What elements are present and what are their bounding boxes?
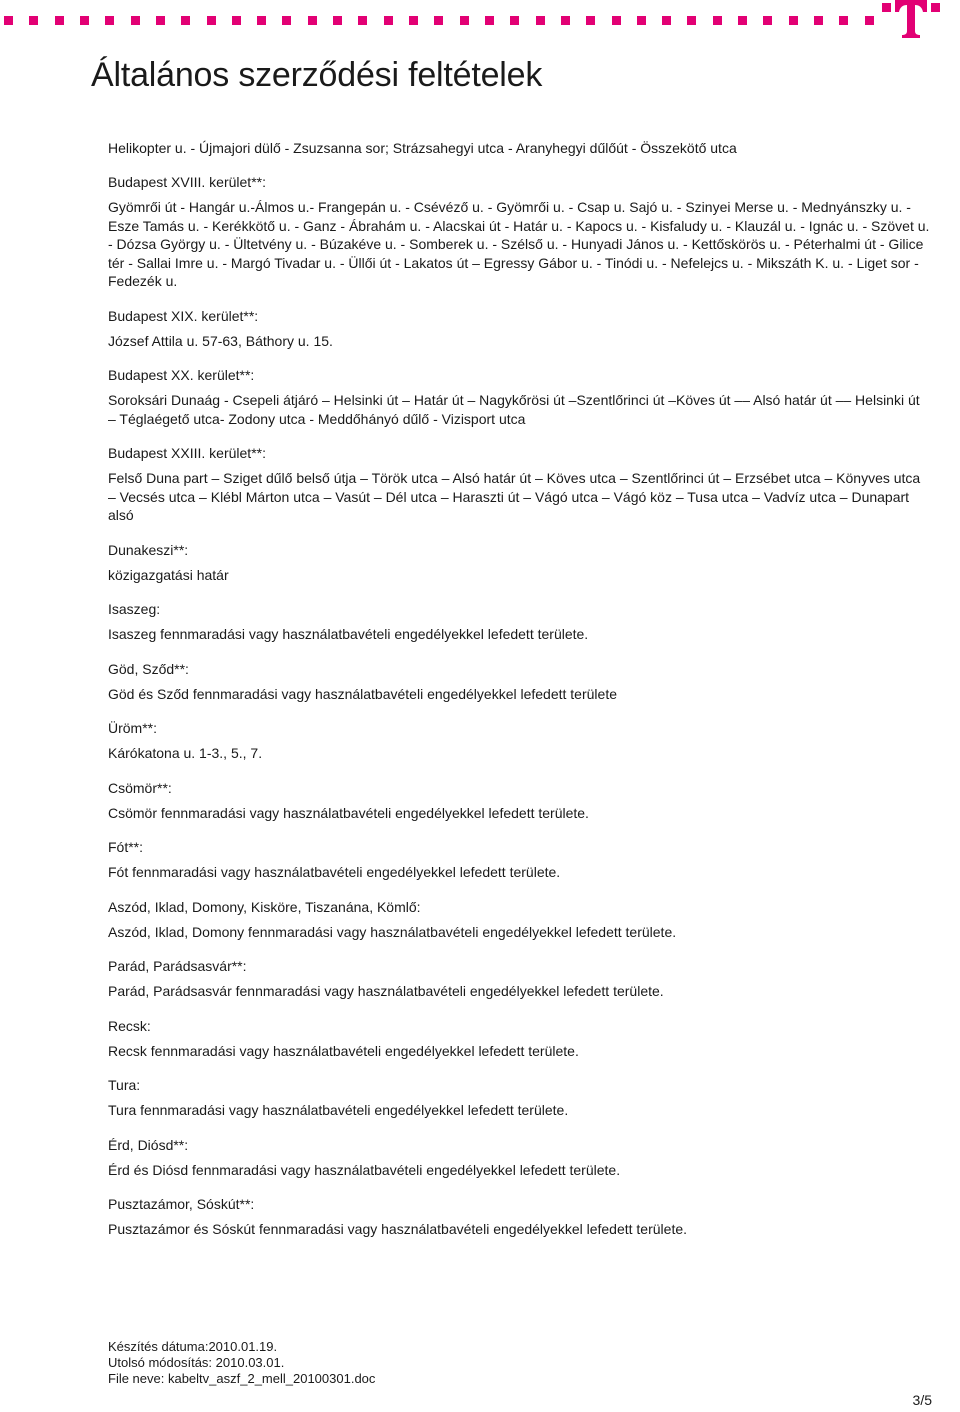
brand-dot [713,16,722,25]
section-heading: Parád, Parádsasvár**: [108,958,247,974]
section-heading: Dunakeszi**: [108,541,189,558]
section-tura [108,1076,930,1120]
section-heading: Göd, Sződ**: [108,660,189,677]
brand-dot [510,16,519,25]
brand-dot [865,16,874,25]
section-dunakeszi [108,541,930,585]
section-text: Érd és Diósd fennmaradási vagy használatbavételi engedélyekkel lefedett területe. [108,1161,621,1178]
brand-dot [839,16,848,25]
section-recsk [108,1017,930,1061]
brand-dot [738,16,747,25]
section-text: Göd és Sződ fennmaradási vagy használatbavételi engedélyekkel lefedett területe [108,685,617,702]
section-heading: Budapest XVIII. kerület**: [108,174,266,190]
section-text: Gyömrői út - Hangár u.-Álmos u.- Frangepán u. - Csévéző u. - Gyömrői u. - Csap u. Sajó u. - Szinyei Merse u. - Mednyánszky u. - Esze Tamás u. - Kerékkötő u. - Ganz - Ábrahám u. - Alacskai út - Határ u. - Kapocs u. - Kisfaludy u. - Klauzál u. - Ignác u. - Szövet u. - Dózsa György u. - Ültetvény u. - Búzakéve u. - Somberek u. - Szélső u. - Hunyadi János u. - Kettőskörös u. - Péterhalmi út - Gilice tér - Sallai Imre u. - Margó Tivadar u. - Üllői út - Lakatos út – Egressy Gábor u. - Tinódi u. - Nefelejcs u. - Mikszáth K. u. - Liget sor - Fedezék u. [108,199,930,289]
section-budapest-xx [108,366,930,428]
brand-dot [434,16,443,25]
section-text: Soroksári Dunaág - Csepeli átjáró – Helsinki út – Határ út – Nagykőrösi út –Szentlőrinci út –Köves út –– Alsó határ út –– Helsinki út – Téglaégető utca- Zodony utca - Meddőhányó dűlő - Vizisport utca [108,392,920,427]
brand-dot [662,16,671,25]
brand-dot [232,16,241,25]
brand-dot [536,16,545,25]
brand-dot [384,16,393,25]
section-text: Parád, Parádsasvár fennmaradási vagy használatbavételi engedélyekkel lefedett területe. [108,983,664,999]
brand-dot [55,16,64,25]
document-body [108,139,930,1255]
brand-dot [485,16,494,25]
brand-dot [409,16,418,25]
section-heading: Budapest XXIII. kerület**: [108,445,266,461]
section-heading: Csömör**: [108,779,172,796]
section-heading: Üröm**: [108,720,158,736]
page-number: 3/5 [912,1392,932,1408]
brand-dot [4,16,13,25]
section-csomor [108,779,930,823]
section-heading: Pusztazámor, Sóskút**: [108,1196,255,1212]
modified-date: Utolsó módosítás: 2010.03.01. [108,1355,285,1370]
section-heading: Isaszeg: [108,601,161,617]
brand-dot [637,16,646,25]
brand-dot-row [4,14,874,26]
section-text: közigazgatási határ [108,566,229,583]
section-text: Kárókatona u. 1-3., 5., 7. [108,745,263,761]
brand-dot [333,16,342,25]
section-erd-diosd [108,1136,930,1180]
brand-dot [358,16,367,25]
section-heading: Budapest XIX. kerület**: [108,307,259,324]
section-heading: Budapest XX. kerület**: [108,367,255,383]
section-parad [108,957,930,1001]
section-text: Tura fennmaradási vagy használatbavételi engedélyekkel lefedett területe. [108,1102,569,1118]
brand-dot [131,16,140,25]
section-text: Felső Duna part – Sziget dűlő belső útja – Török utca – Alsó határ út – Köves utca – Szentlőrinci út – Erzsébet utca – Könyves utca – Vecsés utca – Klébl Márton utca – Vasút – Dél utca – Haraszti út – Vágó utca – Vágó köz – Tusa utca – Vadvíz utca – Dunapart alsó [108,470,921,523]
section-fot [108,838,930,882]
document-footer [108,1339,508,1387]
brand-dot [814,16,823,25]
intro-text: Helikopter u. - Újmajori dülő - Zsuzsanna sor; Strázsahegyi utca - Aranyhegyi dűlőút - Összekötő utca [108,140,737,156]
section-heading: Recsk: [108,1017,151,1034]
brand-dot [308,16,317,25]
telekom-t-icon [882,0,940,38]
section-text: Csömör fennmaradási vagy használatbavételi engedélyekkel lefedett területe. [108,804,589,821]
section-isaszeg [108,600,930,644]
section-text: József Attila u. 57-63, Báthory u. 15. [108,332,333,349]
brand-dot [181,16,190,25]
section-heading: Érd, Diósd**: [108,1136,189,1153]
brand-dot [282,16,291,25]
brand-dot [80,16,89,25]
brand-dot [460,16,469,25]
section-text: Isaszeg fennmaradási vagy használatbavételi engedélyekkel lefedett területe. [108,626,589,642]
section-budapest-xxiii [108,444,930,525]
created-date: Készítés dátuma:2010.01.19. [108,1339,278,1354]
section-heading: Fót**: [108,839,144,855]
section-heading: Aszód, Iklad, Domony, Kisköre, Tiszanána, Kömlő: [108,898,421,915]
section-pusztazamor [108,1195,930,1239]
section-god-szod [108,660,930,704]
section-budapest-xviii [108,173,930,291]
brand-dot [561,16,570,25]
section-budapest-xix [108,307,930,351]
section-text: Recsk fennmaradási vagy használatbavételi engedélyekkel lefedett területe. [108,1042,579,1059]
page-title: Általános szerződési feltételek [91,56,543,94]
brand-dot [687,16,696,25]
section-heading: Tura: [108,1077,141,1093]
section-urom [108,719,930,763]
section-text: Aszód, Iklad, Domony fennmaradási vagy használatbavételi engedélyekkel lefedett területe. [108,923,677,940]
brand-dot [789,16,798,25]
brand-dot [257,16,266,25]
section-text: Fót fennmaradási vagy használatbavételi engedélyekkel lefedett területe. [108,864,561,880]
section-text: Pusztazámor és Sóskút fennmaradási vagy használatbavételi engedélyekkel lefedett területe. [108,1221,688,1237]
brand-dot [29,16,38,25]
file-name: File neve: kabeltv_aszf_2_mell_20100301.doc [108,1371,376,1386]
brand-dot [105,16,114,25]
brand-dot [586,16,595,25]
brand-dot [207,16,216,25]
section-aszod [108,898,930,942]
brand-dot [612,16,621,25]
brand-dot [763,16,772,25]
brand-dot [156,16,165,25]
